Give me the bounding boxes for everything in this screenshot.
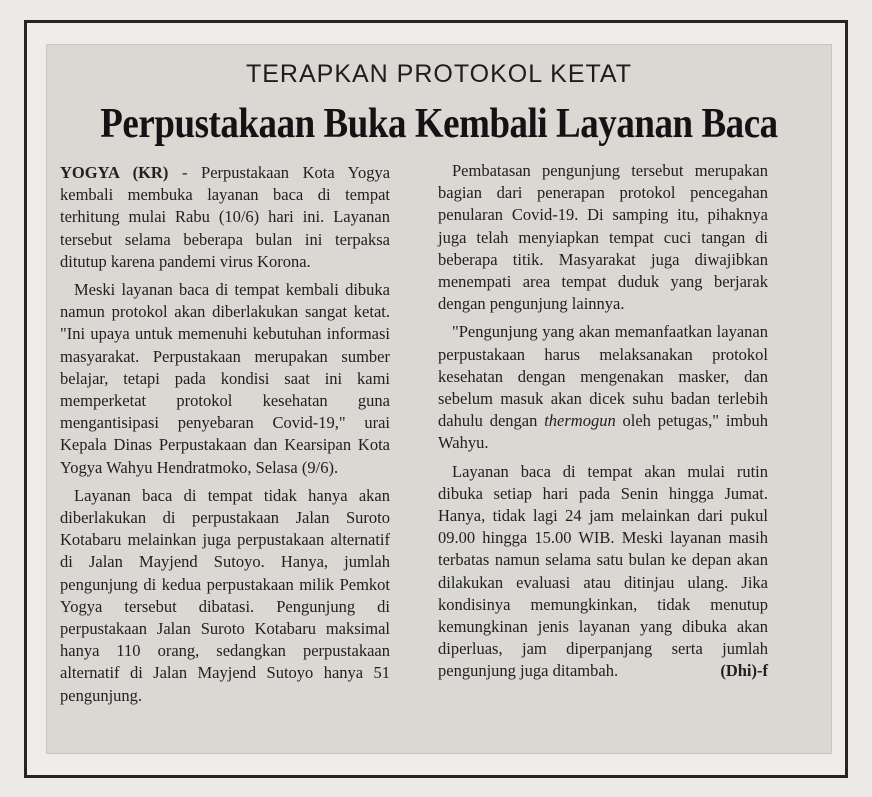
paragraph-5 [438,321,768,454]
paragraph-6 [438,461,768,683]
quote-text: "Pengunjung yang akan memanfaatkan layanan perpustakaan harus melaksanakan protokol kesehatan dengan mengenakan masker, dan sebelum masuk akan dicek suhu badan terlebih dahulu dengan [438,322,768,431]
article-column-left [60,162,390,713]
dateline: YOGYA (KR) [60,163,169,182]
newspaper-clipping [46,44,832,754]
paragraph-1-text: - Perpustakaan Kota Yogya kembali membuka layanan baca di tempat terhitung mulai Rabu (10/6) hari ini. Layanan tersebut selama beberapa bulan ini terpaksa ditutup karena pandemi virus Korona. [60,163,391,271]
paragraph-2: Meski layanan baca di tempat kembali dibuka namun protokol akan diberlakukan sangat ketat. "Ini upaya untuk memenuhi kebutuhan informasi masyarakat. Perpustakaan merupakan sumber belajar, tetapi pada kondisi saat ini kami memperketat protokol kesehatan guna mengantisipasi penyebaran Covid-19," urai Kepala Dinas Perpustakaan dan Kearsipan Kota Yogya Wahyu Hendratmoko, Selasa (9/6). [60,280,390,477]
paragraph-4: Pembatasan pengunjung tersebut merupakan bagian dari penerapan protokol pencegahan penularan Covid-19. Di samping itu, pihaknya juga telah menyiapkan tempat cuci tangan di beberapa titik. Masyarakat juga diwajibkan menempati area tempat duduk yang berjarak dengan pengunjung lainnya. [438,161,768,314]
paragraph-1 [60,162,390,273]
author-signature: (Dhi)-f [720,661,768,681]
headline: Perpustakaan Buka Kembali Layanan Baca [100,101,778,147]
closing-text: Layanan baca di tempat akan mulai rutin dibuka setiap hari pada Senin hingga Jumat. Hanya, tidak lagi 24 jam melainkan dari pukul 09.00 hingga 15.00 WIB. Meski layanan masih terbatas namun selama satu bulan ke depan akan dilakukan evaluasi atau ditinjau ulang. Jika kondisinya memungkinkan, tidak menutup kemungkinan jenis layanan yang dibuka akan diperluas, jam diperpanjang serta jumlah pengunjung juga ditambah. [438,461,768,681]
kicker: TERAPKAN PROTOKOL KETAT [245,60,633,88]
paragraph-3: Layanan baca di tempat tidak hanya akan diberlakukan di perpustakaan Jalan Suroto Kotabaru melainkan juga perpustakaan alternatif di Jalan Mayjend Sutoyo. Hanya, jumlah pengunjung di kedua perpustakaan milik Pemkot Yogya tersebut dibatasi. Pengunjung di perpustakaan Jalan Suroto Kotabaru maksimal hanya 110 orang, sedangkan perpustakaan alternatif di Jalan Mayjend Sutoyo hanya 51 pengunjung. [60,485,390,705]
article-column-right [438,160,768,689]
quote-italic-term: thermogun [544,411,616,431]
quote-attribution: oleh petugas," imbuh Wahyu. [438,411,768,453]
